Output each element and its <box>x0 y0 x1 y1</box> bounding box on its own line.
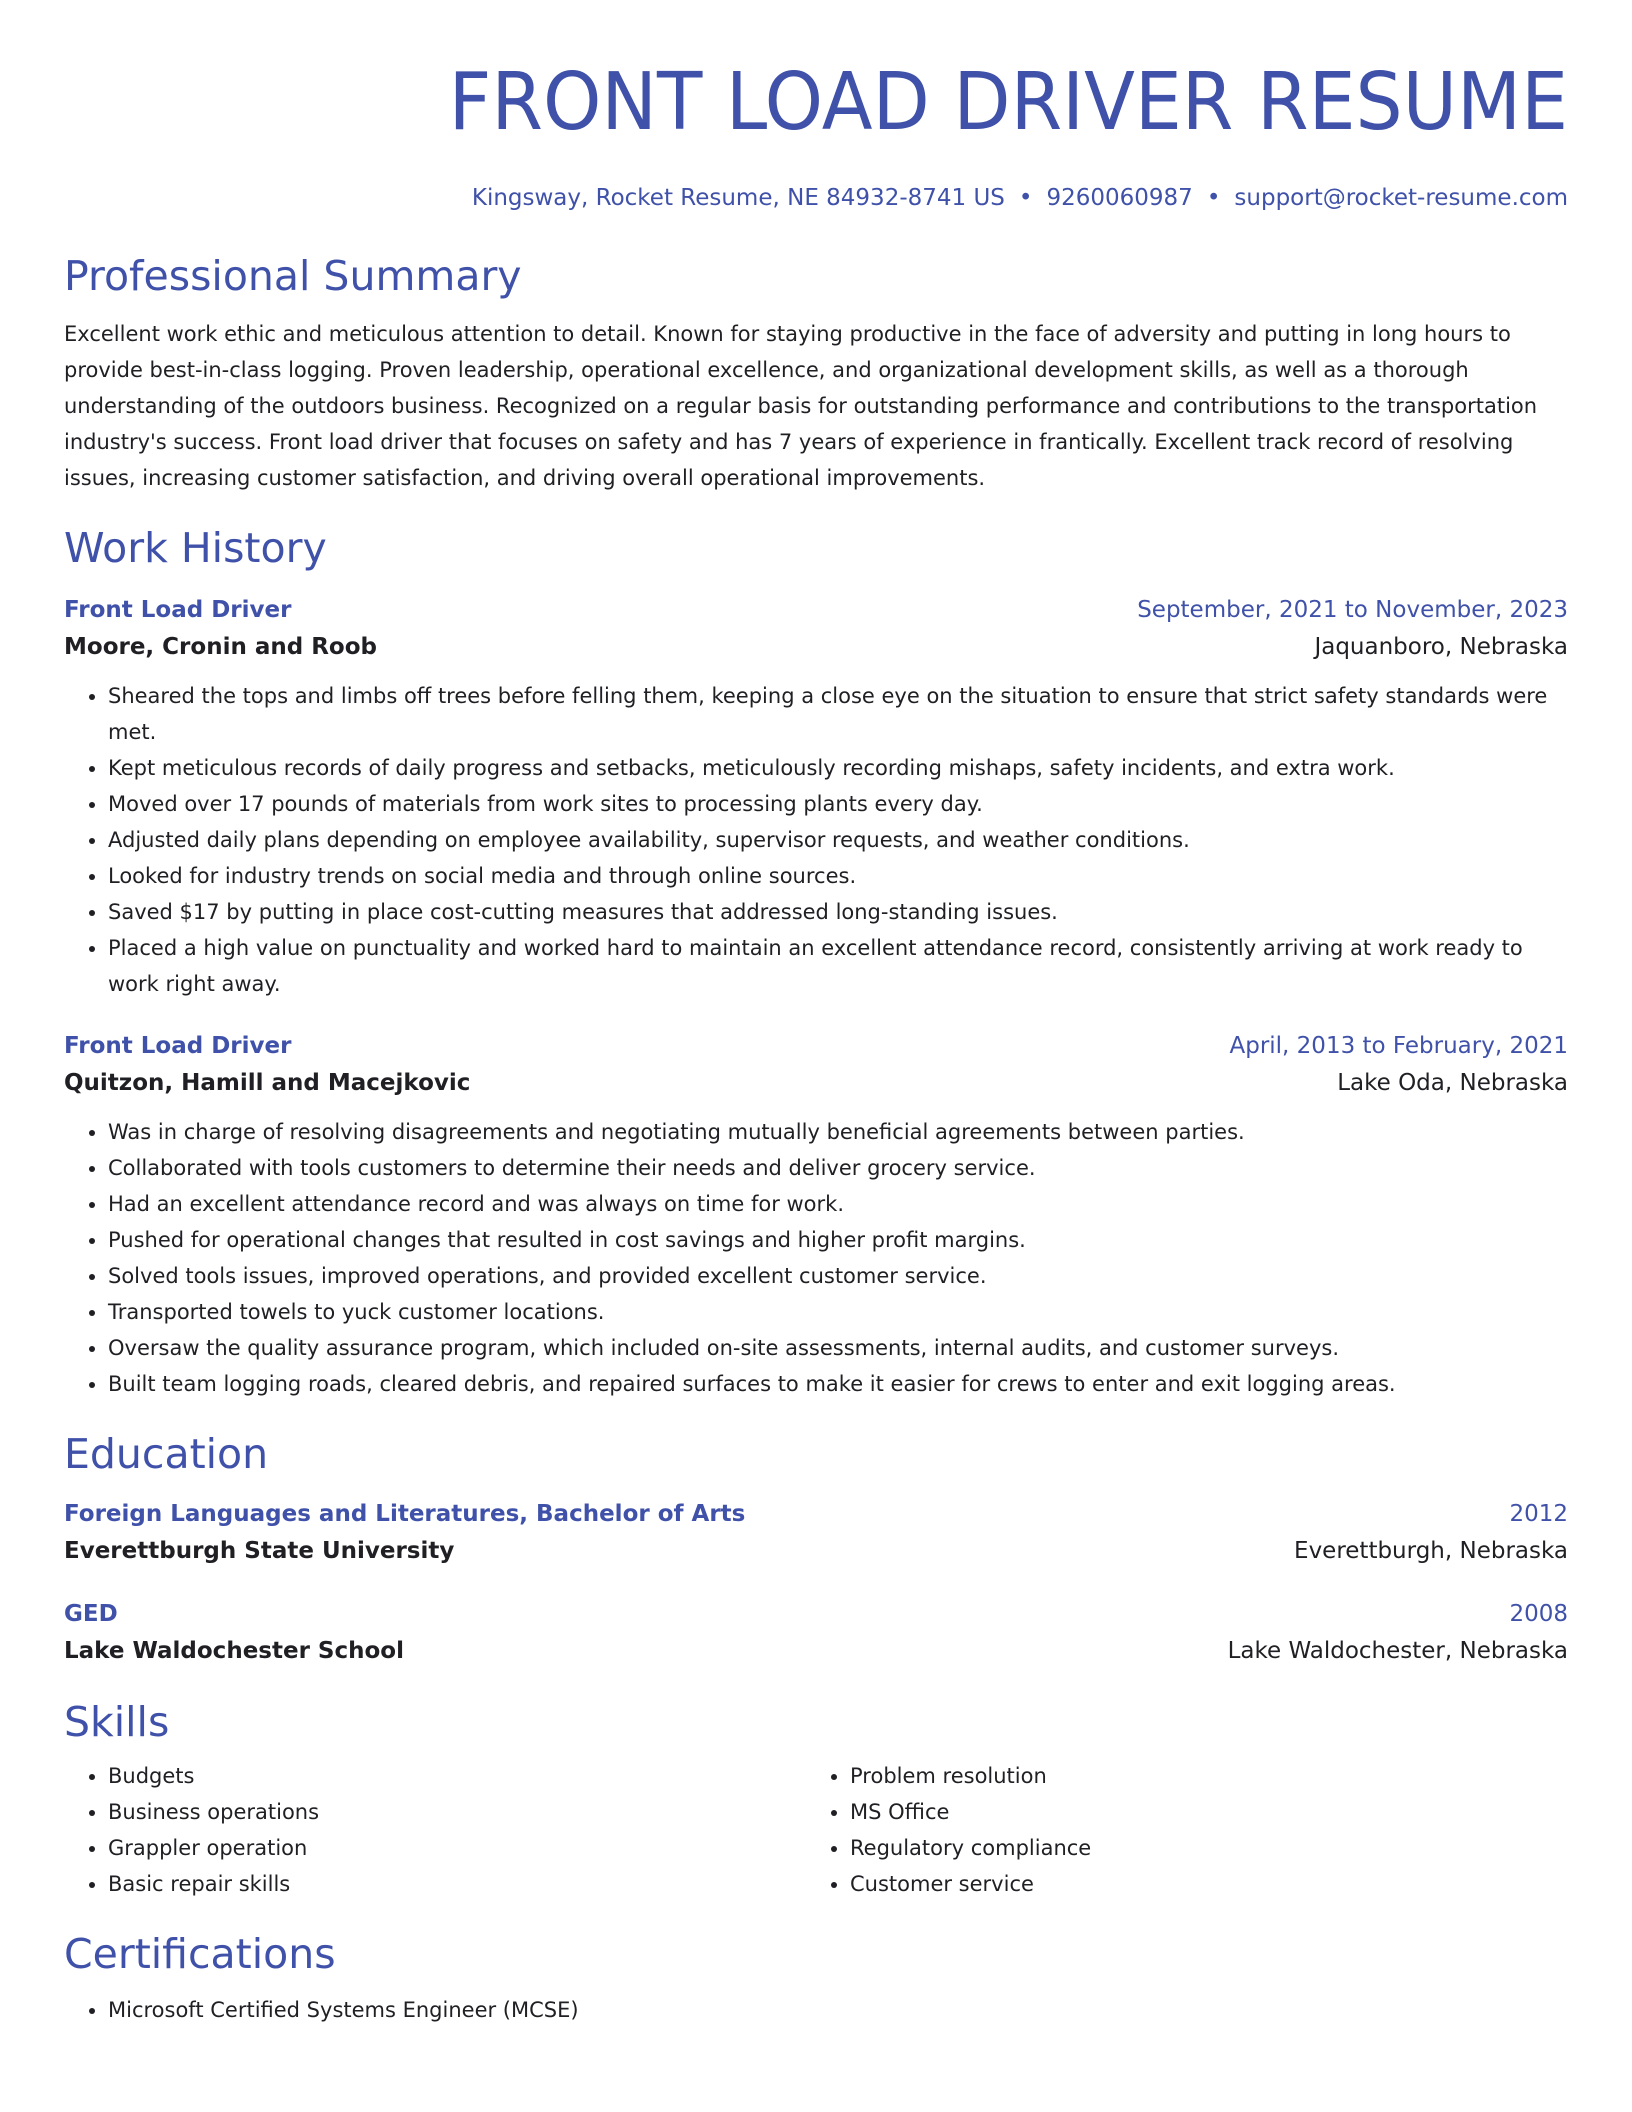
job-company: Quitzon, Hamill and Macejkovic <box>64 1070 471 1096</box>
education-school-row <box>64 1632 1568 1670</box>
skill-item: • Budgets <box>108 1758 806 1794</box>
job-bullet: • Transported towels to yuck customer locations. <box>108 1294 1568 1330</box>
job-title: Front Load Driver <box>64 1033 292 1059</box>
job-title: Front Load Driver <box>64 597 292 623</box>
education-degree-row <box>64 1496 1568 1532</box>
skill-item: • Customer service <box>850 1866 1548 1902</box>
skills-list <box>806 1758 1548 1902</box>
work-history-heading: Work History <box>64 524 327 572</box>
job-location: Lake Oda, Nebraska <box>1337 1070 1568 1096</box>
education-school: Everettburgh State University <box>64 1538 455 1564</box>
contact-email[interactable]: support@rocket-resume.com <box>1234 185 1568 211</box>
contact-address: Kingsway, Rocket Resume, NE 84932-8741 US <box>471 185 1005 211</box>
education-location: Everettburgh, Nebraska <box>1294 1538 1568 1564</box>
job-bullet: • Moved over 17 pounds of materials from work sites to processing plants every day. <box>108 786 1568 822</box>
summary-heading: Professional Summary <box>64 252 522 300</box>
job-bullet: • Kept meticulous records of daily progress and setbacks, meticulously recording mishaps, safety incidents, and extra work. <box>108 750 1568 786</box>
job-bullet: • Pushed for operational changes that resulted in cost savings and higher profit margins. <box>108 1222 1568 1258</box>
job-bullet: • Saved $17 by putting in place cost-cutting measures that addressed long-standing issues. <box>108 894 1568 930</box>
summary-text: Excellent work ethic and meticulous attention to detail. Known for staying productive in the face of adversity and putting in long hours to provide best-in-class logging. Proven leadership, operational excellence, and organizational development skills, as well as a thorough understanding of the outdoors business. Recognized on a regular basis for outstanding performance and contributions to the transportation industry's success. Front load driver that focuses on safety and has 7 years of experience in frantically. Excellent track record of resolving issues, increasing customer satisfaction, and driving overall operational improvements. <box>64 322 1538 490</box>
job-entry <box>64 592 1568 1002</box>
job-bullet: • Built team logging roads, cleared debris, and repaired surfaces to make it easier for crews to enter and exit logging areas. <box>108 1366 1568 1402</box>
education-degree: GED <box>64 1601 118 1627</box>
skills-column-right <box>806 1758 1548 1902</box>
skill-item: • Grappler operation <box>108 1830 806 1866</box>
contact-separator: • <box>1206 185 1221 211</box>
skill-item: • Problem resolution <box>850 1758 1548 1794</box>
job-role-row <box>64 592 1568 628</box>
job-dates: September, 2021 to November, 2023 <box>1137 597 1568 623</box>
contact-line <box>64 182 1568 214</box>
job-role-row <box>64 1028 1568 1064</box>
job-bullet: • Solved tools issues, improved operations, and provided excellent customer service. <box>108 1258 1568 1294</box>
skills-heading: Skills <box>64 1698 170 1746</box>
skill-item: • MS Office <box>850 1794 1548 1830</box>
job-org-row <box>64 1064 1568 1102</box>
education-school-row <box>64 1532 1568 1570</box>
job-bullet: • Looked for industry trends on social media and through online sources. <box>108 858 1568 894</box>
certifications-heading: Certifications <box>64 1930 336 1978</box>
education-heading: Education <box>64 1430 269 1478</box>
skill-item: • Business operations <box>108 1794 806 1830</box>
job-bullet: • Oversaw the quality assurance program, which included on-site assessments, internal audits, and customer surveys. <box>108 1330 1568 1366</box>
job-bullet: • Had an excellent attendance record and was always on time for work. <box>108 1186 1568 1222</box>
resume-title: FRONT LOAD DRIVER RESUME <box>448 56 1569 148</box>
job-entry <box>64 1028 1568 1402</box>
education-year: 2008 <box>1509 1601 1568 1627</box>
education-entry <box>64 1496 1568 1570</box>
job-bullet: • Sheared the tops and limbs off trees before felling them, keeping a close eye on the situation to ensure that strict safety standards were met. <box>108 678 1568 750</box>
education-year: 2012 <box>1509 1501 1568 1527</box>
certification-item: • Microsoft Certified Systems Engineer (MCSE) <box>108 1992 1568 2028</box>
education-location: Lake Waldochester, Nebraska <box>1227 1638 1568 1664</box>
skill-item: • Regulatory compliance <box>850 1830 1548 1866</box>
job-company: Moore, Cronin and Roob <box>64 634 377 660</box>
skill-item: • Basic repair skills <box>108 1866 806 1902</box>
job-bullet: • Was in charge of resolving disagreements and negotiating mutually beneficial agreements between parties. <box>108 1114 1568 1150</box>
job-bullets <box>64 1114 1568 1402</box>
skills-list <box>64 1758 806 1902</box>
job-org-row <box>64 628 1568 666</box>
education-school: Lake Waldochester School <box>64 1638 404 1664</box>
education-entry <box>64 1596 1568 1670</box>
job-bullet: • Collaborated with tools customers to determine their needs and deliver grocery service. <box>108 1150 1568 1186</box>
contact-phone: 9260060987 <box>1046 185 1193 211</box>
education-degree-row <box>64 1596 1568 1632</box>
job-bullet: • Adjusted daily plans depending on employee availability, supervisor requests, and weather conditions. <box>108 822 1568 858</box>
job-bullets <box>64 678 1568 1002</box>
skills-column-left <box>64 1758 806 1902</box>
skills-grid <box>64 1758 1568 1902</box>
contact-separator: • <box>1018 185 1033 211</box>
job-bullet: • Placed a high value on punctuality and worked hard to maintain an excellent attendance record, consistently arriving at work ready to work right away. <box>108 930 1568 1002</box>
job-dates: April, 2013 to February, 2021 <box>1229 1033 1568 1059</box>
education-degree: Foreign Languages and Literatures, Bachelor of Arts <box>64 1501 746 1527</box>
certifications-list <box>64 1992 1568 2028</box>
job-location: Jaquanboro, Nebraska <box>1314 634 1568 660</box>
